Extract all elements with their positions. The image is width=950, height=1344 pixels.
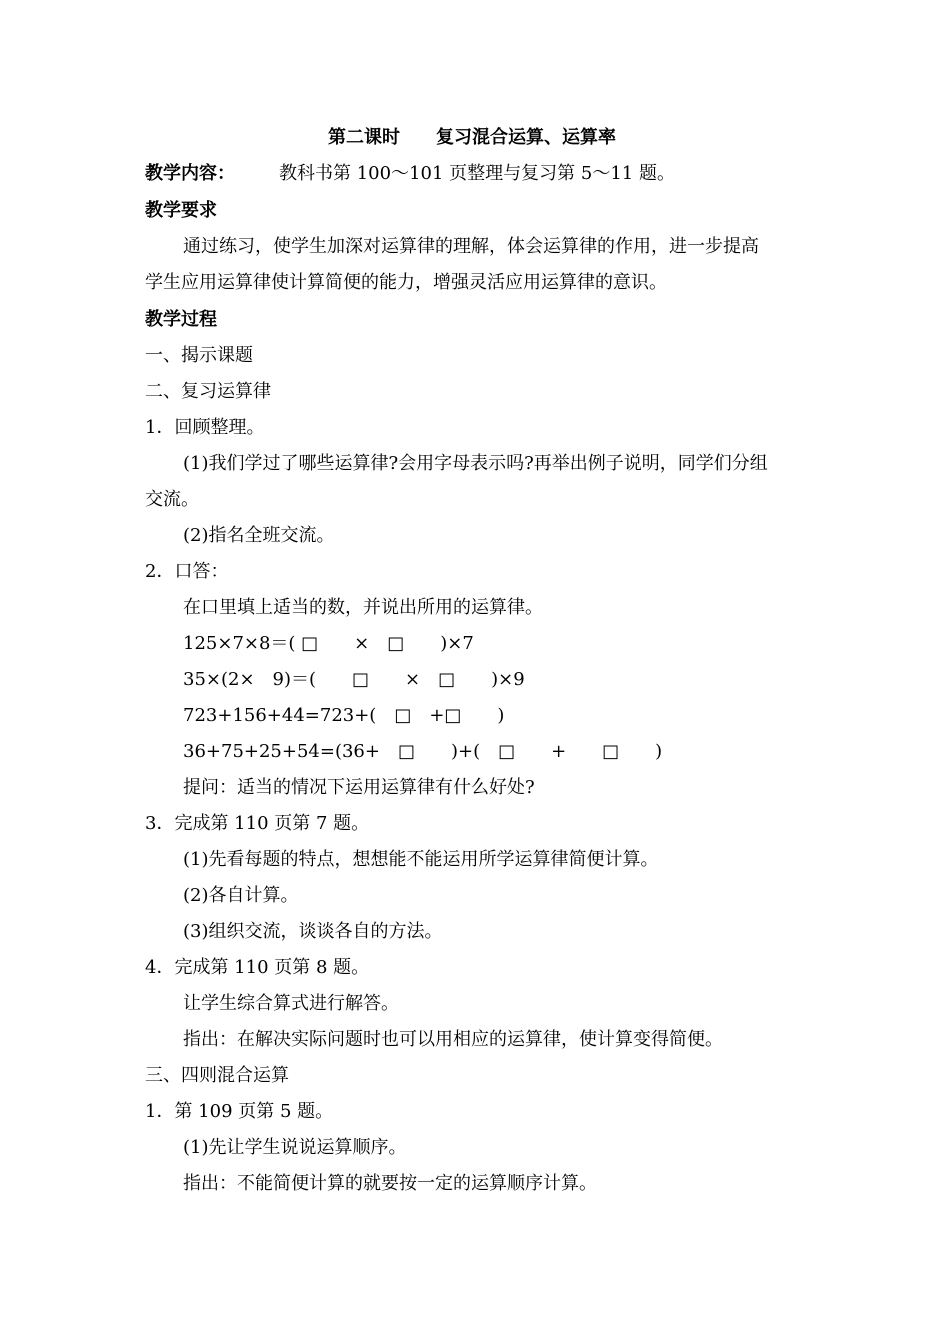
- content-label: 教学内容：: [145, 163, 235, 184]
- section-2-item-4: 4．完成第 110 页第 8 题。: [145, 957, 370, 978]
- section-2-item-2-question: 提问：适当的情况下运用运算律有什么好处?: [183, 777, 535, 798]
- section-2-item-1a-line-2: 交流。: [145, 489, 199, 510]
- section-2-item-3: 3．完成第 110 页第 7 题。: [145, 813, 370, 834]
- equation-1: 125×7×8＝( □ × □ )×7: [183, 633, 474, 654]
- section-3-heading: 三、四则混合运算: [145, 1065, 289, 1086]
- content-text: 教科书第 100～101 页整理与复习第 5～11 题。: [279, 163, 675, 184]
- section-2-item-1a-line-1: (1)我们学过了哪些运算律?会用字母表示吗?再举出例子说明，同学们分组: [183, 453, 768, 474]
- section-1-heading: 一、揭示课题: [145, 345, 253, 366]
- section-2-item-2: 2．口答：: [145, 561, 229, 582]
- section-2-item-4a: 让学生综合算式进行解答。: [183, 993, 399, 1014]
- section-2-item-3b: (2)各自计算。: [183, 885, 299, 906]
- requirements-line-1: 通过练习，使学生加深对运算律的理解，体会运算律的作用，进一步提高: [183, 236, 759, 257]
- document-title: 第二课时 复习混合运算、运算率: [328, 127, 616, 148]
- section-2-item-3c: (3)组织交流，谈谈各自的方法。: [183, 921, 443, 942]
- section-2-item-1b: (2)指名全班交流。: [183, 525, 335, 546]
- process-heading: 教学过程: [145, 309, 217, 330]
- equation-3: 723+156+44=723+( □ +□ ): [183, 705, 505, 726]
- section-3-item-1a: (1)先让学生说说运算顺序。: [183, 1137, 407, 1158]
- section-3-item-1b: 指出：不能简便计算的就要按一定的运算顺序计算。: [183, 1173, 597, 1194]
- equation-4: 36+75+25+54=(36+ □ )+( □ + □ ): [183, 741, 663, 762]
- section-2-item-4b: 指出：在解决实际问题时也可以用相应的运算律，使计算变得简便。: [183, 1029, 723, 1050]
- section-2-item-3a: (1)先看每题的特点，想想能不能运用所学运算律简便计算。: [183, 849, 659, 870]
- section-2-item-2-intro: 在口里填上适当的数，并说出所用的运算律。: [183, 597, 543, 618]
- equation-2: 35×(2× 9)＝( □ × □ )×9: [183, 669, 525, 690]
- requirements-line-2: 学生应用运算律使计算简便的能力，增强灵活应用运算律的意识。: [145, 272, 667, 293]
- section-2-item-1: 1．回顾整理。: [145, 417, 265, 438]
- section-2-heading: 二、复习运算律: [145, 381, 271, 402]
- requirements-heading: 教学要求: [145, 200, 217, 221]
- section-3-item-1: 1．第 109 页第 5 题。: [145, 1101, 334, 1122]
